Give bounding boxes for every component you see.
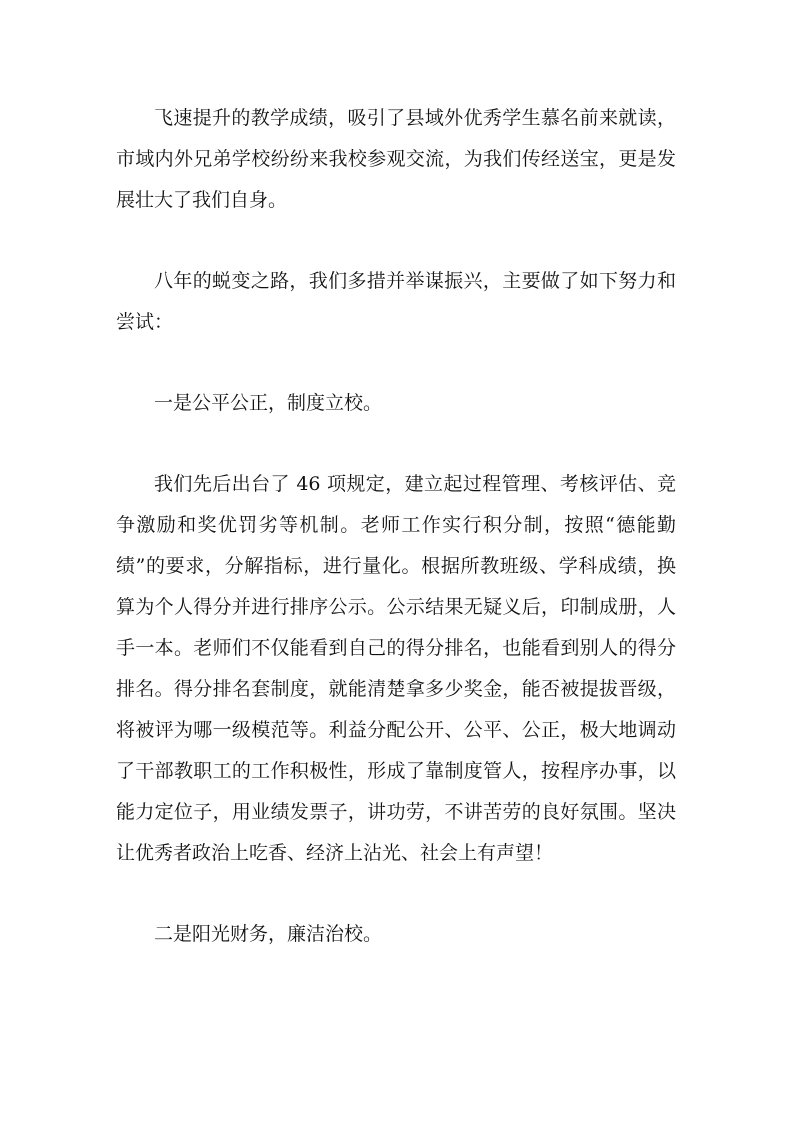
paragraph-spacer (116, 343, 676, 383)
document-body (116, 98, 676, 955)
section-heading-fairness: 一是公平公正，制度立校。 (154, 392, 383, 414)
paragraph-teaching-results: 飞速提升的教学成绩，吸引了县域外优秀学生慕名前来就读，市域内外兄弟学校纷纷来我校参观交流，为我们传经送宝，更是发展壮大了我们自身。 (116, 107, 676, 211)
section-heading-finance: 二是阳光财务，廉洁治校。 (154, 923, 383, 945)
paragraph-spacer (116, 424, 676, 464)
paragraph-spacer (116, 874, 676, 914)
paragraph-spacer (116, 221, 676, 261)
paragraph-rules-and-scoring: 我们先后出台了 46 项规定，建立起过程管理、考核评估、竞争激励和奖优罚劣等机制。老师工作实行积分制，按照“德能勤绩”的要求，分解指标，进行量化。根据所教班级、学科成绩，换算为个人得分并进行排序公示。公示结果无疑义后，印制成册，人手一本。老师们不仅能看到自己的得分排名，也能看到别人的得分排名。得分排名套制度，就能清楚拿多少奖金，能否被提拔晋级，将被评为哪一级模范等。利益分配公开、公平、公正，极大地调动了干部教职工的工作积极性，形成了靠制度管人，按程序办事，以能力定位子，用业绩发票子，讲功劳，不讲苦劳的良好氛围。坚决让优秀者政治上吃香、经济上沾光、社会上有声望！ (116, 473, 676, 864)
paragraph-eight-year-path: 八年的蜕变之路，我们多措并举谋振兴，主要做了如下努力和尝试： (116, 270, 676, 333)
